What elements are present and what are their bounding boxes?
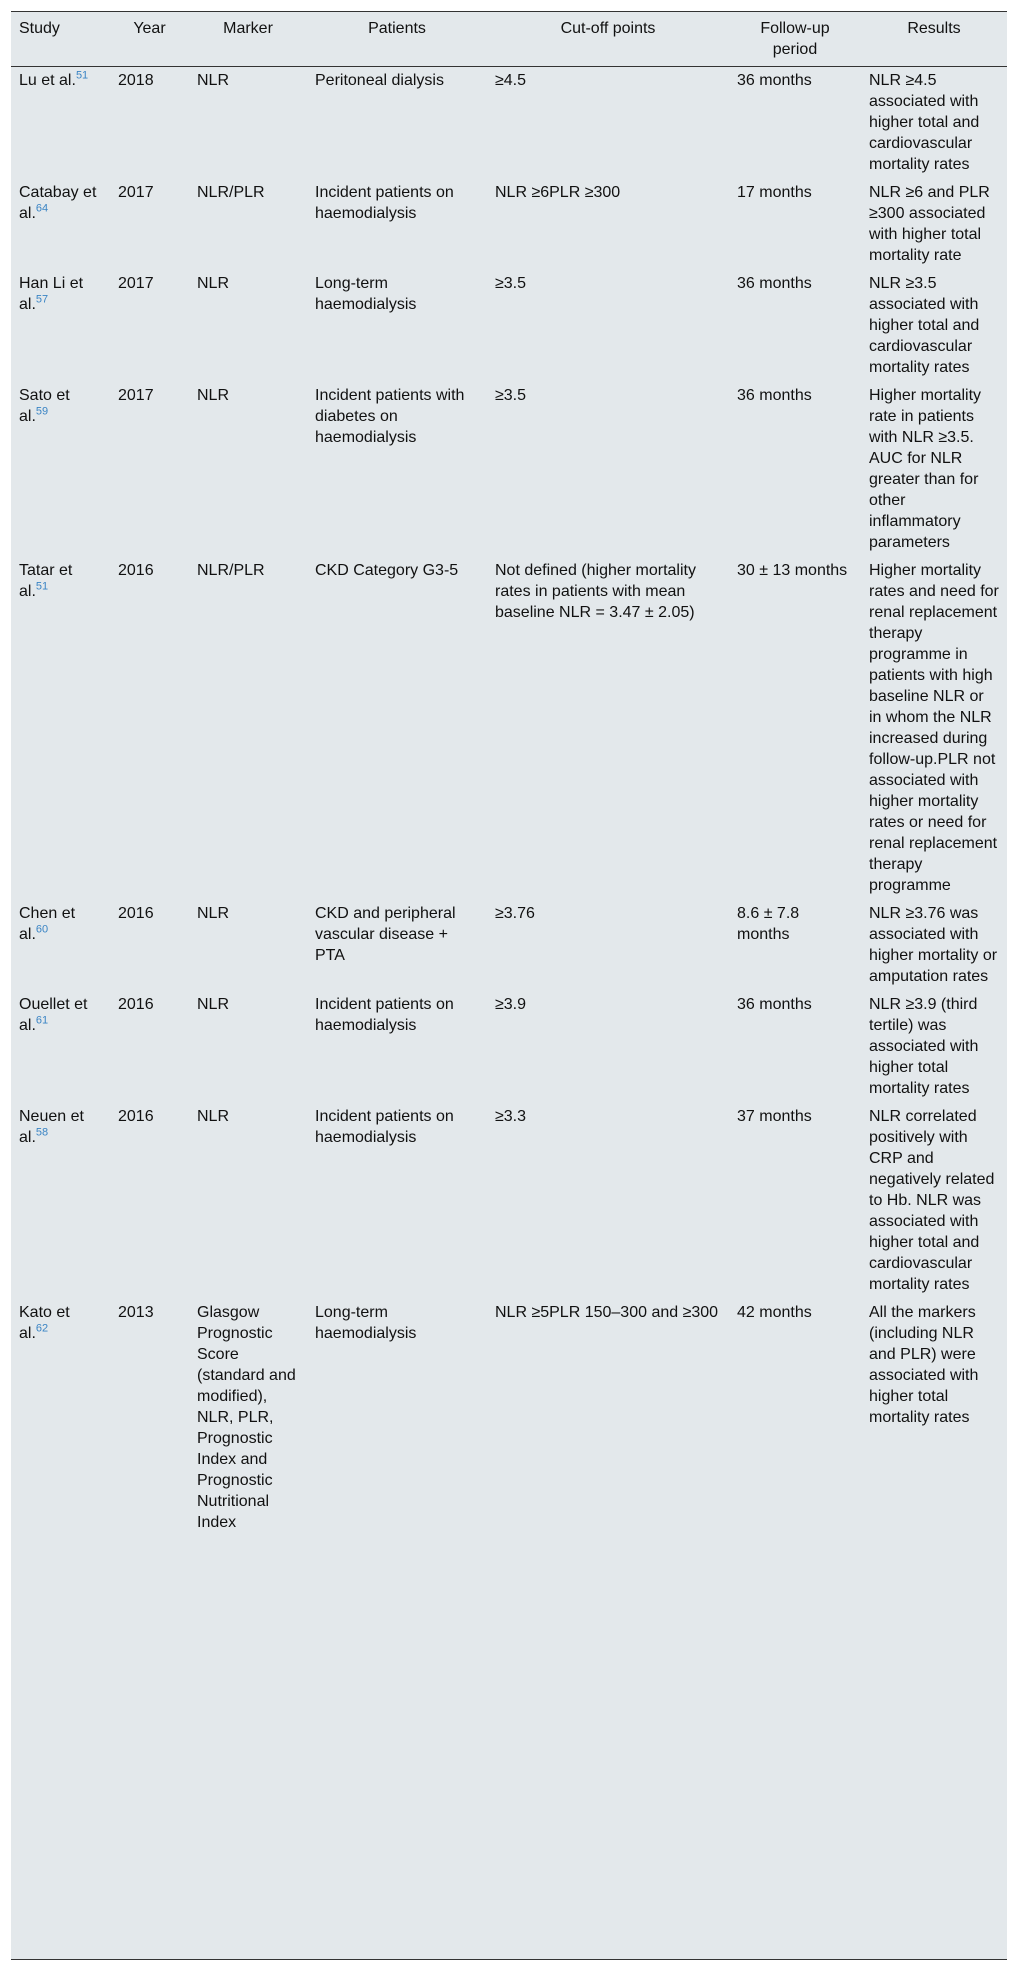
cell-study <box>11 270 110 382</box>
reference-link[interactable]: 59 <box>35 405 49 418</box>
cell-marker: NLR <box>197 275 230 292</box>
cell-year: 2016 <box>118 996 154 1013</box>
study-name: Ouellet et al. <box>19 996 88 1034</box>
table-row <box>11 1103 1007 1299</box>
study-name: Kato et al. <box>19 1304 70 1342</box>
cell-marker: NLR <box>197 1108 230 1125</box>
reference-link[interactable]: 64 <box>35 202 49 215</box>
cell-followup: 17 months <box>737 184 812 201</box>
studies-table-container <box>11 11 1007 1960</box>
cell-followup: 36 months <box>737 387 812 404</box>
table-row <box>11 900 1007 991</box>
cell-year: 2016 <box>118 562 154 579</box>
cell-results: NLR ≥3.5 associated with higher total and cardiovascular mortality rates <box>869 275 980 376</box>
cell-cutoff: ≥4.5 <box>495 72 527 89</box>
reference-link[interactable]: 57 <box>35 293 49 306</box>
cell-study <box>11 382 110 557</box>
cell-cutoff: ≥3.3 <box>495 1108 527 1125</box>
cell-followup: 30 ± 13 months <box>737 562 848 579</box>
cell-followup: 42 months <box>737 1304 812 1321</box>
cell-followup: 36 months <box>737 72 812 89</box>
cell-study <box>11 900 110 991</box>
cell-results: NLR correlated positively with CRP and negatively related to Hb. NLR was associated with higher total and cardiovascular mortality rates <box>869 1108 995 1293</box>
cell-year: 2017 <box>118 184 154 201</box>
table-row <box>11 270 1007 382</box>
column-header-study: Study <box>11 12 110 67</box>
cell-followup: 8.6 ± 7.8 months <box>737 905 800 943</box>
cell-study <box>11 991 110 1103</box>
cell-patients: Incident patients on haemodialysis <box>315 996 454 1034</box>
column-header-cutoff: Cut-off points <box>487 12 729 67</box>
table-row <box>11 179 1007 270</box>
reference-link[interactable]: 58 <box>35 1126 49 1139</box>
cell-study <box>11 1103 110 1299</box>
cell-results: Higher mortality rate in patients with NLR ≥3.5. AUC for NLR greater than for other inflammatory parameters <box>869 387 982 551</box>
header-row <box>11 12 1007 67</box>
cell-marker: NLR/PLR <box>197 562 265 579</box>
study-name: Neuen et al. <box>19 1108 84 1146</box>
cell-study <box>11 179 110 270</box>
studies-table <box>11 12 1007 1537</box>
reference-link[interactable]: 51 <box>35 580 49 593</box>
cell-patients: Incident patients on haemodialysis <box>315 184 454 222</box>
reference-link[interactable]: 51 <box>75 69 89 82</box>
cell-results: All the markers (including NLR and PLR) were associated with higher total mortality rates <box>869 1304 979 1426</box>
cell-cutoff: ≥3.5 <box>495 275 527 292</box>
column-header-followup: Follow-up period <box>729 12 861 67</box>
cell-cutoff: ≥3.76 <box>495 905 535 922</box>
cell-cutoff: NLR ≥6PLR ≥300 <box>495 184 621 201</box>
column-header-marker: Marker <box>189 12 307 67</box>
cell-patients: Long-term haemodialysis <box>315 275 417 313</box>
table-row <box>11 557 1007 900</box>
study-name: Tatar et al. <box>19 562 73 600</box>
cell-study <box>11 1299 110 1537</box>
column-header-patients: Patients <box>307 12 487 67</box>
cell-patients: CKD and peripheral vascular disease + PTA <box>315 905 456 964</box>
cell-study <box>11 557 110 900</box>
study-name: Chen et al. <box>19 905 76 943</box>
cell-patients: Incident patients with diabetes on haemodialysis <box>315 387 465 446</box>
cell-followup: 36 months <box>737 275 812 292</box>
cell-patients: CKD Category G3-5 <box>315 562 459 579</box>
cell-year: 2018 <box>118 72 154 89</box>
cell-patients: Peritoneal dialysis <box>315 72 444 89</box>
cell-year: 2013 <box>118 1304 154 1321</box>
cell-marker: Glasgow Prognostic Score (standard and modified), NLR, PLR, Prognostic Index and Prognostic Nutritional Index <box>197 1304 296 1531</box>
table-row <box>11 67 1007 180</box>
reference-link[interactable]: 60 <box>35 923 49 936</box>
cell-results: Higher mortality rates and need for renal replacement therapy programme in patients with high baseline NLR or in whom the NLR increased during follow-up.PLR not associated with higher mortality rates or need for renal replacement therapy programme <box>869 562 999 894</box>
cell-year: 2017 <box>118 275 154 292</box>
cell-marker: NLR <box>197 72 230 89</box>
study-name: Han Li et al. <box>19 275 84 313</box>
cell-marker: NLR <box>197 905 230 922</box>
cell-year: 2017 <box>118 387 154 404</box>
cell-followup: 37 months <box>737 1108 812 1125</box>
cell-cutoff: ≥3.9 <box>495 996 527 1013</box>
table-row <box>11 991 1007 1103</box>
table-row <box>11 1299 1007 1537</box>
reference-link[interactable]: 61 <box>35 1014 49 1027</box>
study-name: Sato et al. <box>19 387 70 425</box>
table-row <box>11 382 1007 557</box>
cell-cutoff: ≥3.5 <box>495 387 527 404</box>
cell-patients: Long-term haemodialysis <box>315 1304 417 1342</box>
cell-cutoff: Not defined (higher mortality rates in patients with mean baseline NLR = 3.47 ± 2.05) <box>495 562 696 621</box>
column-header-results: Results <box>861 12 1007 67</box>
cell-cutoff: NLR ≥5PLR 150–300 and ≥300 <box>495 1304 719 1321</box>
column-header-year: Year <box>110 12 189 67</box>
reference-link[interactable]: 62 <box>35 1322 49 1335</box>
cell-marker: NLR <box>197 996 230 1013</box>
cell-results: NLR ≥3.9 (third tertile) was associated with higher total mortality rates <box>869 996 979 1097</box>
cell-year: 2016 <box>118 905 154 922</box>
cell-marker: NLR/PLR <box>197 184 265 201</box>
table-body <box>11 67 1007 1538</box>
cell-followup: 36 months <box>737 996 812 1013</box>
cell-study <box>11 67 110 180</box>
cell-year: 2016 <box>118 1108 154 1125</box>
study-name: Lu et al. <box>19 72 76 89</box>
cell-results: NLR ≥4.5 associated with higher total and cardiovascular mortality rates <box>869 72 980 173</box>
table-header <box>11 12 1007 67</box>
study-name: Catabay et al. <box>19 184 97 222</box>
cell-results: NLR ≥3.76 was associated with higher mortality or amputation rates <box>869 905 998 985</box>
cell-results: NLR ≥6 and PLR ≥300 associated with higher total mortality rate <box>869 184 990 264</box>
cell-marker: NLR <box>197 387 230 404</box>
cell-patients: Incident patients on haemodialysis <box>315 1108 454 1146</box>
